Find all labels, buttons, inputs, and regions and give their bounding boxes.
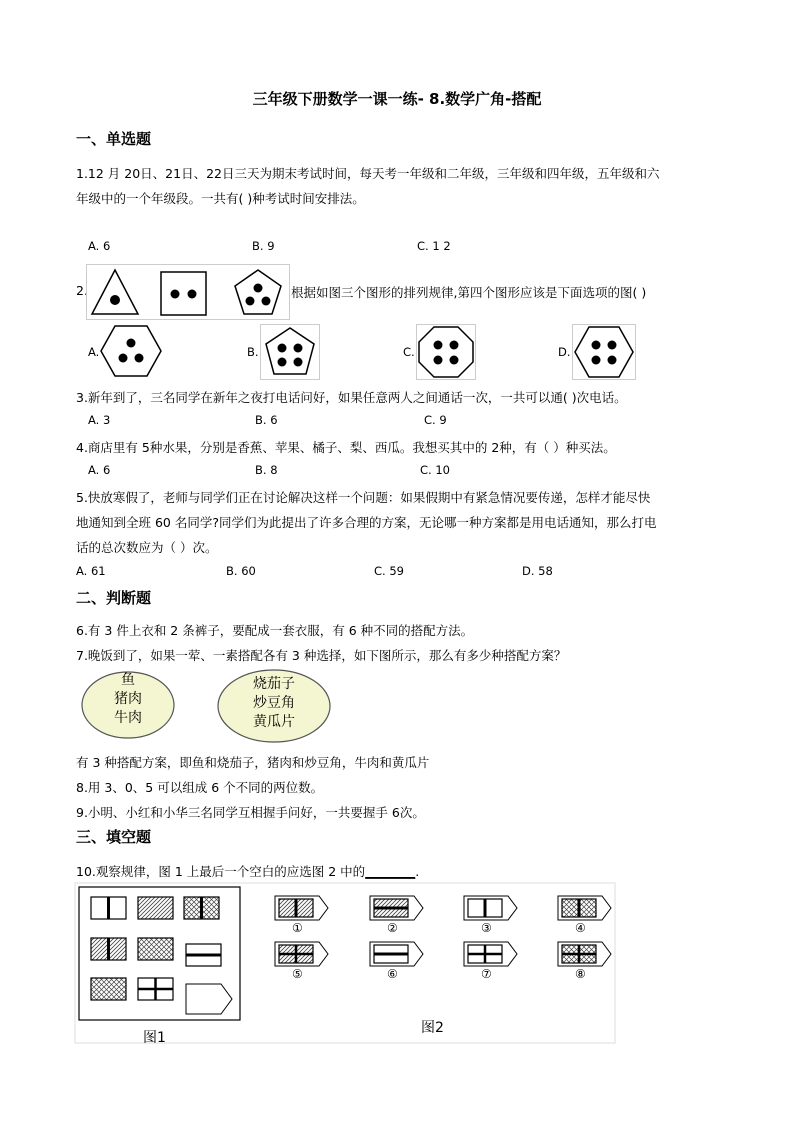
question-9-text: 9.小明、小红和小华三名同学互相握手问好，一共要握手 6次。 (76, 805, 425, 820)
question-5-option-a[interactable]: A. 61 (76, 564, 106, 578)
question-2-option-b-label[interactable]: B. (247, 345, 259, 359)
figure-2-item-7-label: ⑦ (481, 967, 492, 981)
question-2-option-a-label[interactable]: A. (88, 345, 100, 359)
section-heading-single-choice: 一、单选题 (76, 130, 152, 148)
question-6-text: 6.有 3 件上衣和 2 条裤子，要配成一套衣服，有 6 种不同的搭配方法。 (76, 623, 474, 638)
vegetable-item: 烧茄子 (253, 676, 295, 692)
question-10-period: . (415, 864, 420, 879)
question-1-line-1: 1.12 月 20日、21日、22日三天为期末考试时间，每天考一年级和二年级，三年级和四年级，五年级和六 (76, 166, 660, 181)
question-2-option-d-hexagon-4-dots[interactable] (572, 324, 636, 380)
figure-2-item-4-label: ④ (575, 921, 586, 935)
question-3-option-a[interactable]: A. 3 (88, 413, 111, 427)
question-5-line-3: 话的总次数应为（ ）次。 (76, 540, 218, 555)
question-2-text: 根据如图三个图形的排列规律,第四个图形应该是下面选项的图( ) (291, 285, 647, 300)
question-2-option-c-octagon-4-dots[interactable] (416, 324, 476, 380)
question-2-option-a-hexagon-3-dots[interactable] (100, 324, 162, 378)
question-7-text: 7.晚饭到了，如果一荤、一素搭配各有 3 种选择，如下图所示，那么有多少种搭配方案？ (76, 648, 567, 663)
figure-2-item-6-label: ⑥ (387, 967, 398, 981)
question-10-answer-blank[interactable]: ________ (365, 864, 416, 879)
figure-2-item-5-label: ⑤ (292, 967, 303, 981)
vegetable-item: 黄瓜片 (253, 714, 295, 730)
question-5-option-b[interactable]: B. 60 (226, 564, 256, 578)
vegetable-item: 炒豆角 (253, 695, 295, 711)
question-1-option-b[interactable]: B. 9 (252, 239, 275, 253)
figure-2-item-3-label: ③ (481, 921, 492, 935)
question-1-line-2: 年级中的一个年级段。一共有( )种考试时间安排法。 (76, 191, 365, 206)
question-3-option-c[interactable]: C. 9 (424, 413, 447, 427)
question-7-vegetable-list (216, 675, 332, 732)
question-2-sequence-figure (86, 264, 290, 320)
question-5-option-d[interactable]: D. 58 (522, 564, 553, 578)
question-10-prompt: 10.观察规律，图 1 上最后一个空白的应选图 2 中的 (76, 864, 366, 879)
figure-2-item-2-label: ② (387, 921, 398, 935)
question-1-option-c[interactable]: C. 1 2 (417, 239, 451, 253)
question-3-text: 3.新年到了，三名同学在新年之夜打电话问好，如果任意两人之间通话一次，一共可以通( )次电话。 (76, 390, 627, 405)
question-10-text (76, 862, 419, 880)
question-5-line-1: 5.快放寒假了，老师与同学们正在讨论解决这样一个问题：如果假期中有紧急情况要传递，怎样才能尽快 (76, 490, 651, 505)
figure-1-caption: 图1 (143, 1030, 166, 1046)
page-title: 三年级下册数学一课一练- 8.数学广角-搭配 (252, 90, 542, 108)
question-3-option-b[interactable]: B. 6 (255, 413, 278, 427)
question-2-option-b-pentagon-4-dots[interactable] (260, 324, 320, 380)
meat-item: 牛肉 (114, 710, 142, 726)
question-4-option-b[interactable]: B. 8 (255, 463, 278, 477)
question-4-option-c[interactable]: C. 10 (420, 463, 450, 477)
question-8-text: 8.用 3、0、5 可以组成 6 个不同的两位数。 (76, 780, 324, 795)
question-7-meat-list (80, 671, 176, 728)
question-2-option-d-label[interactable]: D. (558, 345, 571, 359)
figure-2-item-1-label: ① (292, 921, 303, 935)
question-5-line-2: 地通知到全班 60 名同学?同学们为此提出了许多合理的方案，无论哪一种方案都是用电话通知，那么打电 (76, 515, 657, 530)
figure-2-caption: 图2 (421, 1020, 444, 1036)
question-1-option-a[interactable]: A. 6 (88, 239, 111, 253)
question-10-figures (74, 882, 616, 1044)
question-4-option-a[interactable]: A. 6 (88, 463, 111, 477)
meat-item: 鱼 (121, 672, 135, 688)
question-7-answer: 有 3 种搭配方案，即鱼和烧茄子，猪肉和炒豆角，牛肉和黄瓜片 (76, 755, 430, 770)
question-2-option-c-label[interactable]: C. (403, 345, 415, 359)
section-heading-fill-blank: 三、填空题 (76, 828, 152, 846)
question-4-text: 4.商店里有 5种水果，分别是香蕉、苹果、橘子、梨、西瓜。我想买其中的 2种，有（ ）种买法。 (76, 440, 616, 455)
question-5-option-c[interactable]: C. 59 (374, 564, 404, 578)
question-2-number: 2. (76, 283, 88, 298)
section-heading-true-false: 二、判断题 (76, 589, 152, 607)
meat-item: 猪肉 (114, 691, 142, 707)
figure-2-item-8-label: ⑧ (575, 967, 586, 981)
